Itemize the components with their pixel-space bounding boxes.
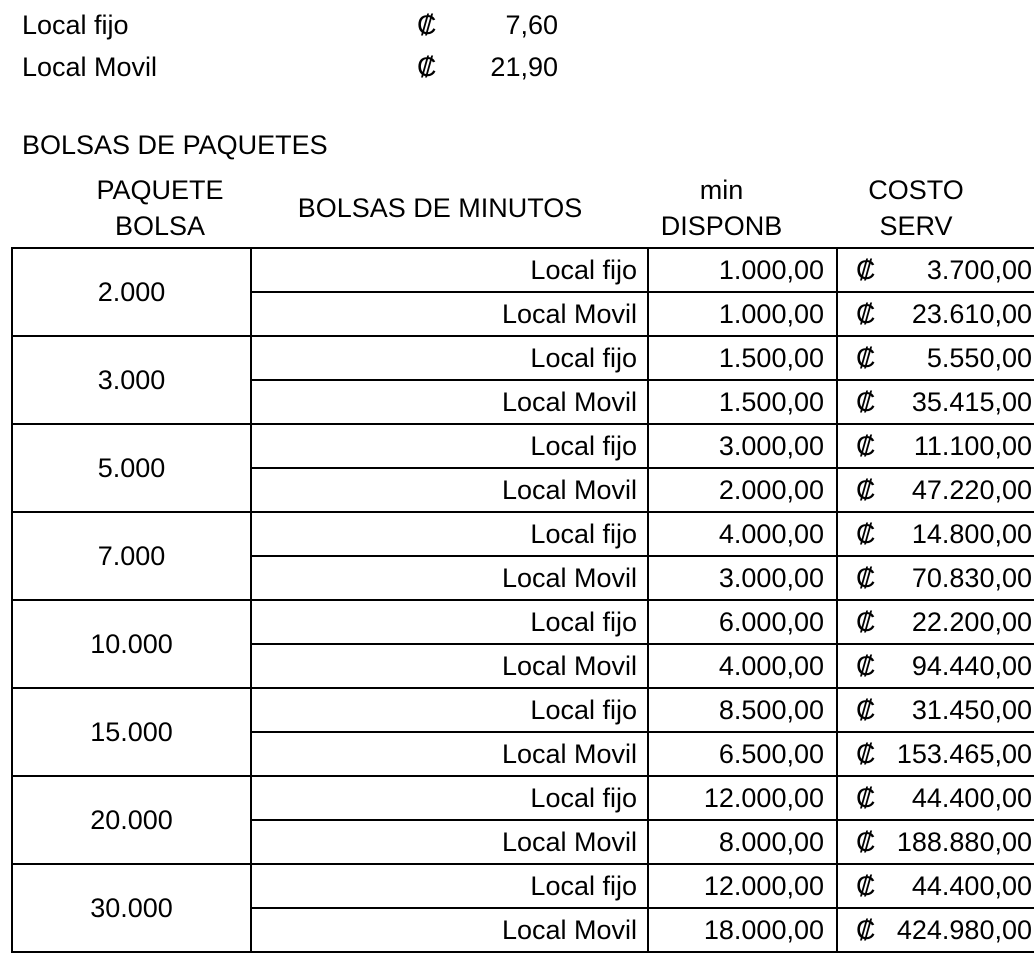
minutes-available-cell: 1.000,00	[648, 292, 837, 336]
service-cost-cell	[837, 512, 1034, 556]
currency-symbol: ₡	[856, 607, 876, 637]
table-row	[12, 600, 1034, 644]
service-cost-cell	[837, 820, 1034, 864]
header-costo-line2: SERV	[879, 211, 953, 241]
rate-value-local-fijo: 7,60	[505, 10, 558, 40]
service-cost-cell	[837, 732, 1034, 776]
table-row	[12, 424, 1034, 468]
currency-symbol: ₡	[856, 827, 876, 857]
table-row	[12, 336, 1034, 380]
minute-type-cell: Local Movil	[251, 908, 648, 952]
header-paquete-bolsa	[40, 172, 280, 244]
rate-currency-symbol: ₡	[417, 10, 437, 40]
minutes-available-cell: 8.500,00	[648, 688, 837, 732]
header-bolsas-de-minutos: BOLSAS DE MINUTOS	[297, 193, 583, 223]
header-costo-serv	[812, 172, 1020, 244]
section-title: BOLSAS DE PAQUETES	[22, 130, 328, 160]
minutes-available-cell: 18.000,00	[648, 908, 837, 952]
minutes-available-cell: 1.500,00	[648, 380, 837, 424]
service-cost-cell	[837, 424, 1034, 468]
minute-type-cell: Local Movil	[251, 644, 648, 688]
service-cost-cell	[837, 336, 1034, 380]
minutes-available-cell: 1.000,00	[648, 248, 837, 292]
package-size-cell: 15.000	[12, 688, 251, 776]
header-min-disponb	[634, 172, 809, 244]
package-size-cell: 7.000	[12, 512, 251, 600]
minute-type-cell: Local Movil	[251, 732, 648, 776]
table-row	[12, 864, 1034, 908]
cost-value: 70.830,00	[911, 563, 1032, 593]
service-cost-cell	[837, 380, 1034, 424]
minutes-available-cell: 2.000,00	[648, 468, 837, 512]
package-size-cell: 10.000	[12, 600, 251, 688]
currency-symbol: ₡	[856, 299, 876, 329]
service-cost-cell	[837, 556, 1034, 600]
cost-value: 44.400,00	[911, 783, 1032, 813]
table-row	[12, 248, 1034, 292]
cost-value: 31.450,00	[911, 695, 1032, 725]
cost-value: 3.700,00	[926, 255, 1032, 285]
minutes-available-cell: 4.000,00	[648, 644, 837, 688]
minute-type-cell: Local fijo	[251, 776, 648, 820]
cost-value: 424.980,00	[896, 915, 1032, 945]
cost-value: 188.880,00	[896, 827, 1032, 857]
header-paquete-line1: PAQUETE	[96, 175, 224, 205]
cost-value: 11.100,00	[913, 431, 1032, 461]
minute-type-cell: Local Movil	[251, 556, 648, 600]
minutes-available-cell: 3.000,00	[648, 424, 837, 468]
cost-value: 94.440,00	[911, 651, 1032, 681]
header-costo-line1: COSTO	[868, 175, 964, 205]
currency-symbol: ₡	[856, 915, 876, 945]
cost-value: 35.415,00	[911, 387, 1032, 417]
package-size-cell: 30.000	[12, 864, 251, 952]
rate-name-local-movil: Local Movil	[22, 52, 158, 82]
minutes-available-cell: 6.500,00	[648, 732, 837, 776]
service-cost-cell	[837, 688, 1034, 732]
currency-symbol: ₡	[856, 475, 876, 505]
service-cost-cell	[837, 776, 1034, 820]
service-cost-cell	[837, 600, 1034, 644]
rate-value-local-movil: 21,90	[490, 52, 558, 82]
minute-type-cell: Local fijo	[251, 600, 648, 644]
minutes-available-cell: 12.000,00	[648, 776, 837, 820]
service-cost-cell	[837, 644, 1034, 688]
currency-symbol: ₡	[856, 651, 876, 681]
cost-value: 14.800,00	[911, 519, 1032, 549]
currency-symbol: ₡	[856, 387, 876, 417]
service-cost-cell	[837, 248, 1034, 292]
cost-value: 23.610,00	[911, 299, 1032, 329]
currency-symbol: ₡	[856, 255, 876, 285]
cost-value: 153.465,00	[896, 739, 1032, 769]
package-size-cell: 2.000	[12, 248, 251, 336]
currency-symbol: ₡	[856, 343, 876, 373]
header-min-line2: DISPONB	[660, 211, 783, 241]
header-min-line1: min	[699, 175, 744, 205]
minute-type-cell: Local fijo	[251, 424, 648, 468]
minutes-available-cell: 6.000,00	[648, 600, 837, 644]
minute-type-cell: Local Movil	[251, 820, 648, 864]
cost-value: 47.220,00	[911, 475, 1032, 505]
rate-name-local-fijo: Local fijo	[22, 10, 129, 40]
currency-symbol: ₡	[856, 871, 876, 901]
minutes-available-cell: 8.000,00	[648, 820, 837, 864]
currency-symbol: ₡	[856, 739, 876, 769]
minutes-available-cell: 3.000,00	[648, 556, 837, 600]
packages-table	[11, 247, 1034, 953]
cost-value: 5.550,00	[926, 343, 1032, 373]
minute-type-cell: Local fijo	[251, 512, 648, 556]
table-row	[12, 776, 1034, 820]
currency-symbol: ₡	[856, 563, 876, 593]
minute-type-cell: Local fijo	[251, 688, 648, 732]
rate-currency-symbol: ₡	[417, 52, 437, 82]
table-row	[12, 512, 1034, 556]
minute-type-cell: Local Movil	[251, 292, 648, 336]
minute-type-cell: Local fijo	[251, 864, 648, 908]
cost-value: 44.400,00	[911, 871, 1032, 901]
service-cost-cell	[837, 908, 1034, 952]
currency-symbol: ₡	[856, 695, 876, 725]
package-size-cell: 3.000	[12, 336, 251, 424]
service-cost-cell	[837, 468, 1034, 512]
minutes-available-cell: 1.500,00	[648, 336, 837, 380]
service-cost-cell	[837, 864, 1034, 908]
minutes-available-cell: 12.000,00	[648, 864, 837, 908]
cost-value: 22.200,00	[911, 607, 1032, 637]
minutes-available-cell: 4.000,00	[648, 512, 837, 556]
minute-type-cell: Local fijo	[251, 336, 648, 380]
header-paquete-line2: BOLSA	[114, 211, 206, 241]
minute-type-cell: Local Movil	[251, 468, 648, 512]
table-row	[12, 688, 1034, 732]
package-size-cell: 5.000	[12, 424, 251, 512]
service-cost-cell	[837, 292, 1034, 336]
minute-type-cell: Local Movil	[251, 380, 648, 424]
package-size-cell: 20.000	[12, 776, 251, 864]
currency-symbol: ₡	[856, 783, 876, 813]
currency-symbol: ₡	[856, 431, 876, 461]
currency-symbol: ₡	[856, 519, 876, 549]
minute-type-cell: Local fijo	[251, 248, 648, 292]
